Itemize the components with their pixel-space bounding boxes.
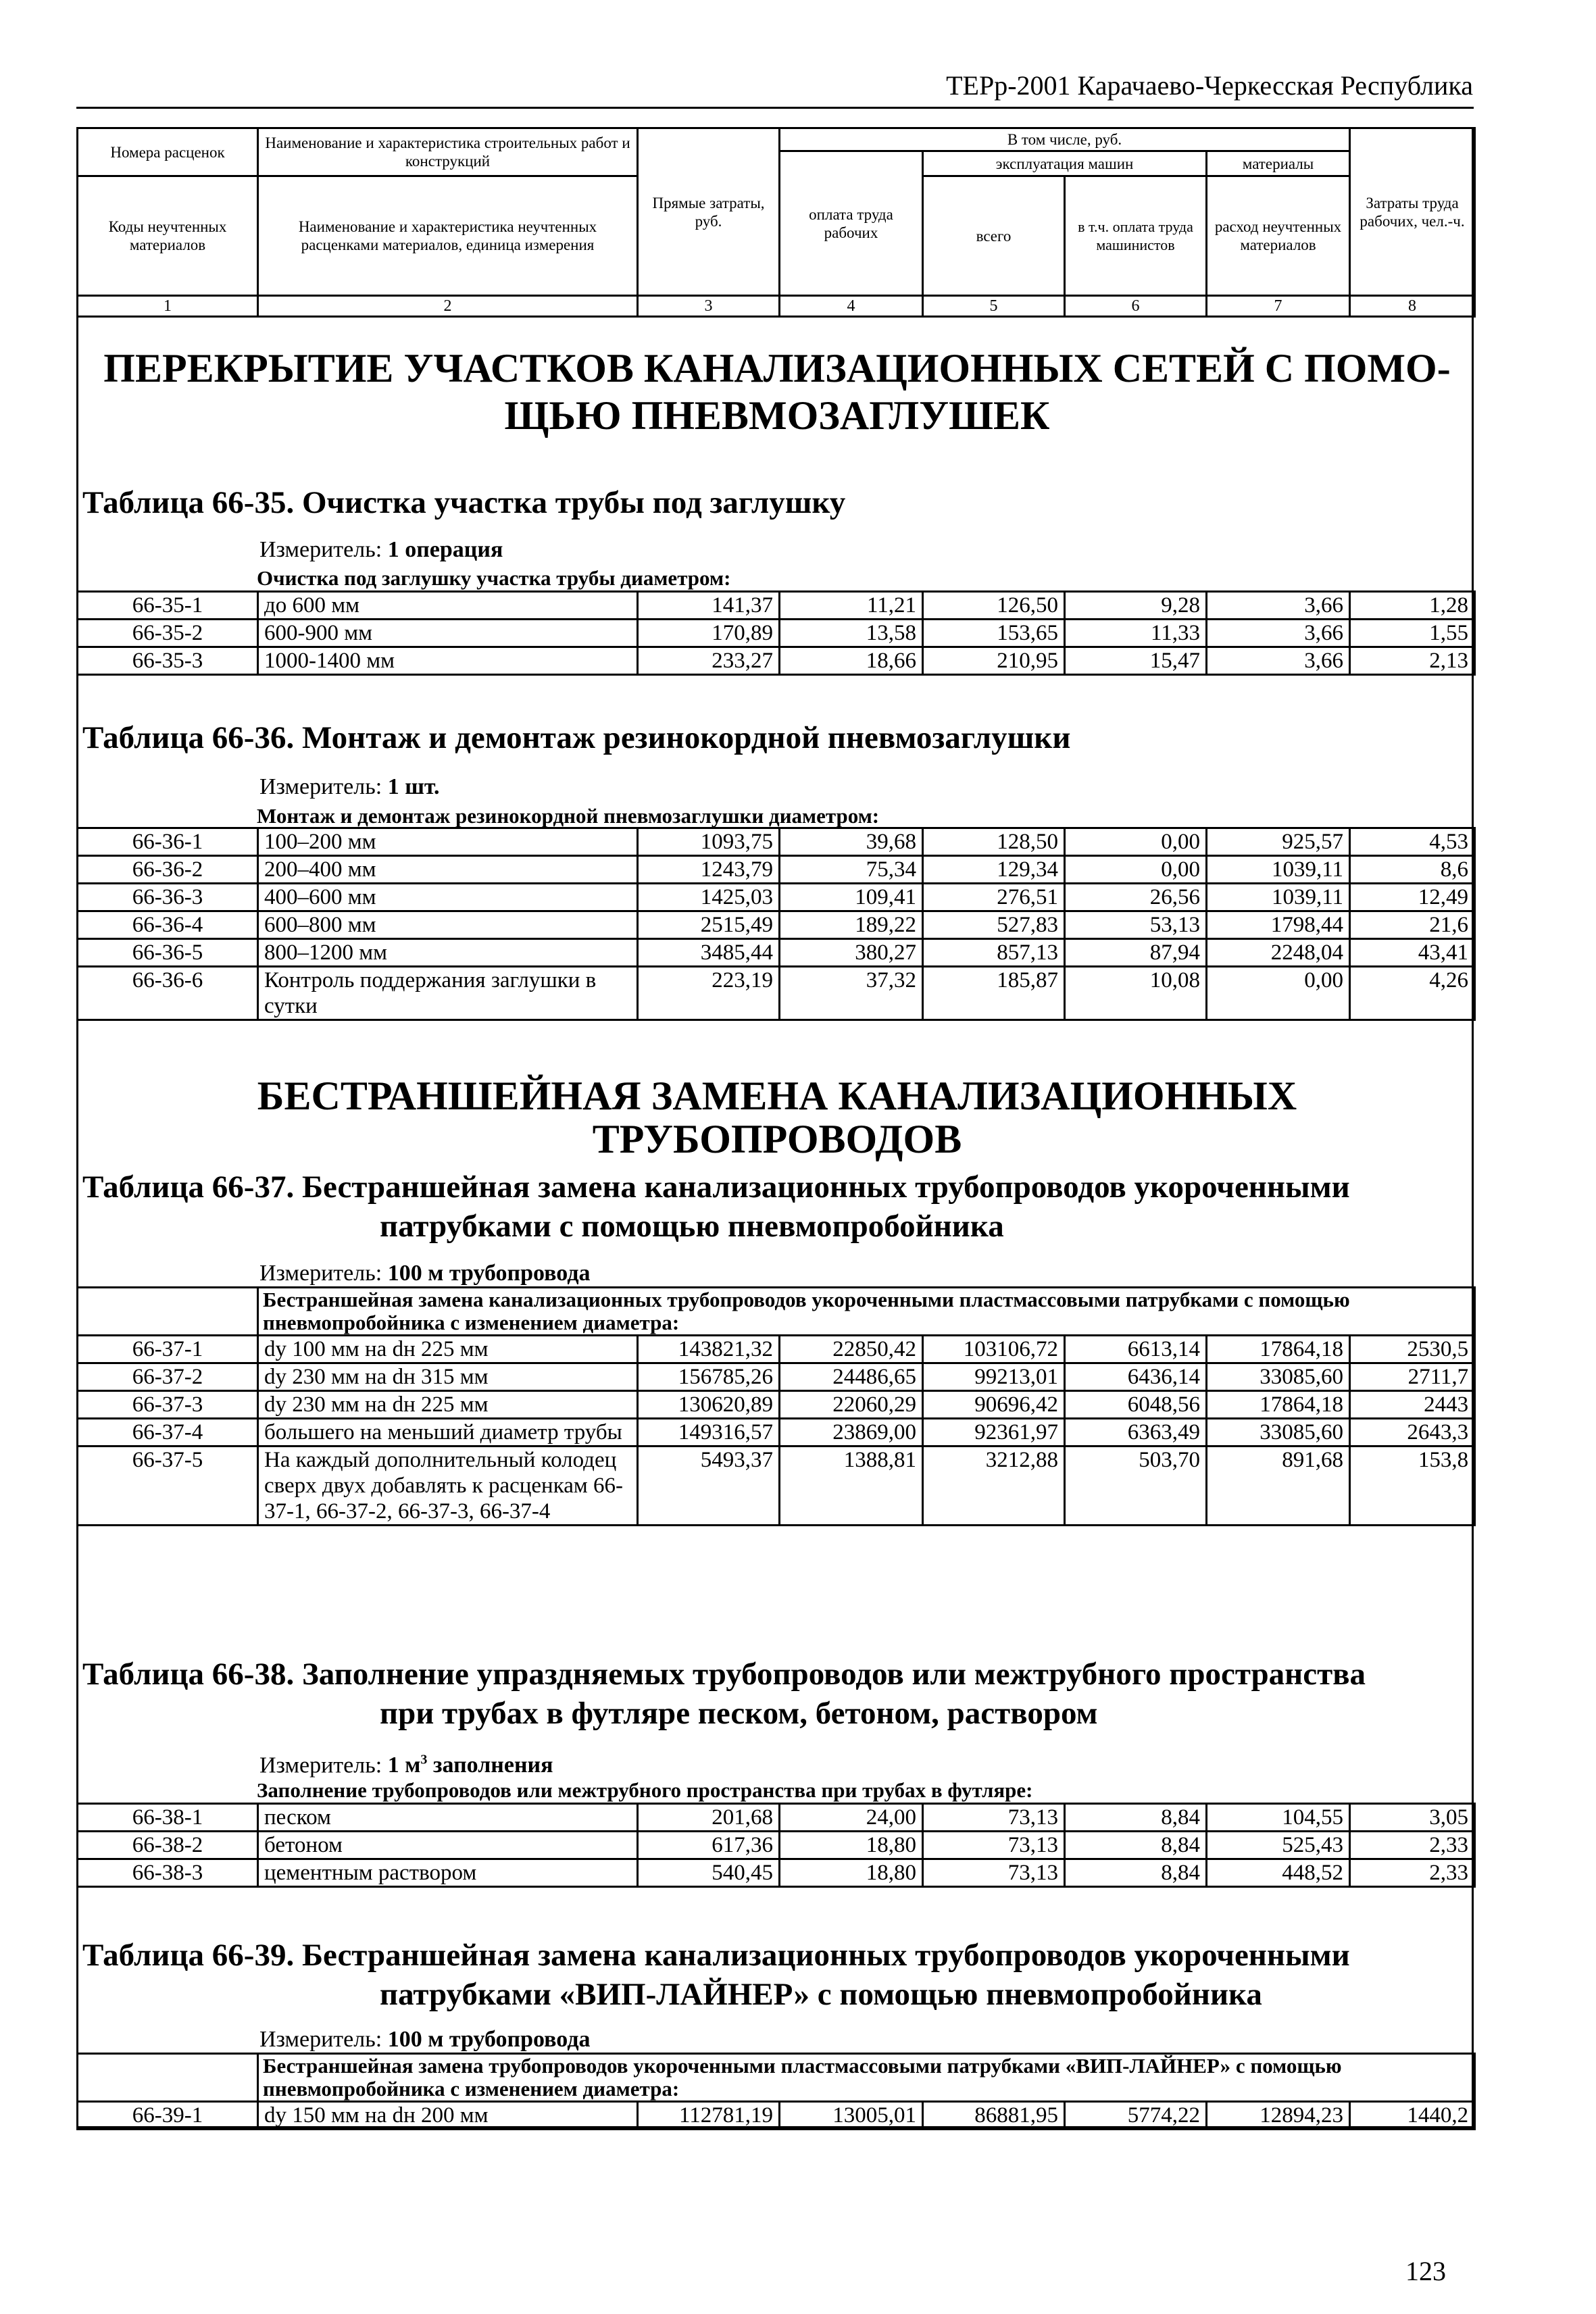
cost-value: 170,89 [638,620,780,647]
rate-code: 66-37-3 [78,1391,258,1419]
rate-code: 66-37-1 [78,1336,258,1363]
work-description: 800–1200 мм [258,939,638,967]
cost-value: 0,00 [1065,856,1207,884]
cost-value: 24486,65 [780,1363,923,1391]
rate-code: 66-38-3 [78,1859,258,1887]
header-col4: оплата труда рабочих [780,151,923,296]
cost-value: 22850,42 [780,1336,923,1363]
header-col6: в т.ч. оплата труда машинистов [1065,176,1207,296]
cost-value: 37,32 [780,967,923,1020]
cost-value: 6613,14 [1065,1336,1207,1363]
table-row [78,1832,1475,1859]
header-num: 3 [638,296,780,317]
cost-value: 103106,72 [923,1336,1065,1363]
table-row [78,1419,1475,1447]
cost-value: 17864,18 [1207,1391,1350,1419]
table-row [78,620,1475,647]
cost-value: 87,94 [1065,939,1207,967]
cost-value: 0,00 [1065,828,1207,856]
header-exploit: эксплуатация машин [923,151,1207,176]
subheader-spacer [78,2054,258,2102]
table-66-35 [76,590,1476,676]
work-description: большего на меньший диаметр трубы [258,1419,638,1447]
cost-value: 73,13 [923,1832,1065,1859]
cost-value: 503,70 [1065,1447,1207,1526]
work-description: 600–800 мм [258,911,638,939]
work-description: dу 100 мм на dн 225 мм [258,1336,638,1363]
cost-value: 233,27 [638,647,780,675]
column-header-table [76,127,1476,318]
rate-code: 66-37-2 [78,1363,258,1391]
table-row [78,1859,1475,1887]
table-66-35-subheader: Очистка под заглушку участка трубы диаметром: [257,566,731,590]
cost-value: 75,34 [780,856,923,884]
cost-value: 891,68 [1207,1447,1350,1526]
cost-value: 1425,03 [638,884,780,911]
table-subheader: Бестраншейная замена трубопроводов укороченными пластмассовыми патрубками «ВИП-ЛАЙНЕР» с помощью пневмопробойника с изменением диаметра: [258,2054,1475,2102]
cost-value: 153,65 [923,620,1065,647]
table-66-37 [76,1286,1476,1526]
rate-code: 66-36-6 [78,967,258,1020]
cost-value: 617,36 [638,1832,780,1859]
cost-value: 525,43 [1207,1832,1350,1859]
cost-value: 2515,49 [638,911,780,939]
cost-value: 11,33 [1065,620,1207,647]
header-num: 7 [1207,296,1350,317]
cost-value: 380,27 [780,939,923,967]
cost-value: 1,28 [1350,592,1475,620]
work-description: песком [258,1804,638,1832]
work-description: до 600 мм [258,592,638,620]
cost-value: 92361,97 [923,1419,1065,1447]
table-subheader: Бестраншейная замена канализационных трубопроводов укороченными пластмассовыми патрубками с помощью пневмопробойника с изменением диаметра: [258,1288,1475,1336]
cost-value: 18,66 [780,647,923,675]
cost-value: 26,56 [1065,884,1207,911]
table-row [78,1447,1475,1526]
cost-value: 129,34 [923,856,1065,884]
header-col2-top: Наименование и характеристика строительных работ и конструкций [258,128,638,176]
table-66-38-subheader: Заполнение трубопроводов или межтрубного пространства при трубах в футляре: [257,1778,1033,1802]
cost-value: 109,41 [780,884,923,911]
cost-value: 1039,11 [1207,856,1350,884]
header-col5: всего [923,176,1065,296]
cost-value: 10,08 [1065,967,1207,1020]
cost-value: 143821,32 [638,1336,780,1363]
cost-value: 9,28 [1065,592,1207,620]
header-num: 1 [78,296,258,317]
work-description: 100–200 мм [258,828,638,856]
cost-value: 53,13 [1065,911,1207,939]
cost-value: 43,41 [1350,939,1475,967]
cost-value: 90696,42 [923,1391,1065,1419]
table-row [78,939,1475,967]
header-num: 6 [1065,296,1207,317]
cost-value: 189,22 [780,911,923,939]
cost-value: 1388,81 [780,1447,923,1526]
cost-value: 1798,44 [1207,911,1350,939]
cost-value: 201,68 [638,1804,780,1832]
cost-value: 925,57 [1207,828,1350,856]
cost-value: 2,33 [1350,1859,1475,1887]
cost-value: 2248,04 [1207,939,1350,967]
table-66-38-measure: Измеритель: 1 $м^3$ заполнения [259,1753,553,1778]
cost-value: 126,50 [923,592,1065,620]
rate-code: 66-38-2 [78,1832,258,1859]
cost-value: 2643,3 [1350,1419,1475,1447]
work-description: На каждый дополнительный колодец сверх двух добавлять к расценкам 66-37-1, 66-37-2, 66-37-3, 66-37-4 [258,1447,638,1526]
table-66-36 [76,827,1476,1021]
cost-value: 130620,89 [638,1391,780,1419]
work-description: 1000-1400 мм [258,647,638,675]
work-description: dу 150 мм на dн 200 мм [258,2102,638,2130]
work-description: цементным раствором [258,1859,638,1887]
cost-value: 12,49 [1350,884,1475,911]
cost-value: 0,00 [1207,967,1350,1020]
rate-code: 66-36-4 [78,911,258,939]
header-col8: Затраты труда рабочих, чел.-ч. [1350,128,1475,296]
rate-code: 66-36-2 [78,856,258,884]
header-materials: материалы [1207,151,1350,176]
cost-value: 4,26 [1350,967,1475,1020]
table-66-35-measure: Измеритель: 1 операция [259,537,503,562]
work-description: 600-900 мм [258,620,638,647]
table-row [78,828,1475,856]
cost-value: 1440,2 [1350,2102,1475,2130]
cost-value: 223,19 [638,967,780,1020]
table-66-37-measure: Измеритель: 100 м трубопровода [259,1261,591,1286]
cost-value: 12894,23 [1207,2102,1350,2130]
cost-value: 2443 [1350,1391,1475,1419]
cost-value: 18,80 [780,1859,923,1887]
rate-code: 66-35-3 [78,647,258,675]
cost-value: 17864,18 [1207,1336,1350,1363]
cost-value: 8,6 [1350,856,1475,884]
header-col1-bottom: Коды неучтенных материалов [78,176,258,296]
table-66-39-measure: Измеритель: 100 м трубопровода [259,2027,591,2052]
table-66-35-title: Таблица 66-35. Очистка участка трубы под заглушку [82,485,846,520]
rate-code: 66-35-2 [78,620,258,647]
cost-value: 23869,00 [780,1419,923,1447]
cost-value: 1243,79 [638,856,780,884]
table-66-39-title: Таблица 66-39. Бестраншейная замена канализационных трубопроводов укороченными патрубками «ВИП-ЛАЙНЕР» с помощью пневмопробойника [82,1938,1350,2012]
header-col2-bottom: Наименование и характеристика неучтенных расценками материалов, единица измерения [258,176,638,296]
cost-value: 276,51 [923,884,1065,911]
cost-value: 6048,56 [1065,1391,1207,1419]
cost-value: 128,50 [923,828,1065,856]
cost-value: 2,13 [1350,647,1475,675]
cost-value: 86881,95 [923,2102,1065,2130]
work-description: 200–400 мм [258,856,638,884]
cost-value: 153,8 [1350,1447,1475,1526]
header-num: 4 [780,296,923,317]
cost-value: 21,6 [1350,911,1475,939]
table-66-36-subheader: Монтаж и демонтаж резинокордной пневмозаглушки диаметром: [257,804,880,828]
work-description: Контроль поддержания заглушки в сутки [258,967,638,1020]
cost-value: 185,87 [923,967,1065,1020]
cost-value: 1,55 [1350,620,1475,647]
cost-value: 39,68 [780,828,923,856]
cost-value: 1093,75 [638,828,780,856]
cost-value: 527,83 [923,911,1065,939]
table-66-38 [76,1803,1476,1888]
cost-value: 99213,01 [923,1363,1065,1391]
cost-value: 3,66 [1207,592,1350,620]
cost-value: 3212,88 [923,1447,1065,1526]
cost-value: 24,00 [780,1804,923,1832]
cost-value: 18,80 [780,1832,923,1859]
table-subheader-row [78,1288,1475,1336]
cost-value: 141,37 [638,592,780,620]
cost-value: 3,66 [1207,647,1350,675]
rate-code: 66-39-1 [78,2102,258,2130]
cost-value: 6363,49 [1065,1419,1207,1447]
header-col1-top: Номера расценок [78,128,258,176]
cost-value: 6436,14 [1065,1363,1207,1391]
work-description: 400–600 мм [258,884,638,911]
work-description: dу 230 мм на dн 225 мм [258,1391,638,1419]
rate-code: 66-37-4 [78,1419,258,1447]
header-col3: Прямые затраты, руб. [638,128,780,296]
running-header: ТЕРр-2001 Карачаево-Черкесская Республика [946,70,1473,101]
cost-value: 33085,60 [1207,1419,1350,1447]
cost-value: 3,05 [1350,1804,1475,1832]
table-row [78,856,1475,884]
cost-value: 2,33 [1350,1832,1475,1859]
work-description: dу 230 мм на dн 315 мм [258,1363,638,1391]
cost-value: 8,84 [1065,1804,1207,1832]
cost-value: 73,13 [923,1859,1065,1887]
cost-value: 156785,26 [638,1363,780,1391]
cost-value: 3485,44 [638,939,780,967]
table-row [78,1804,1475,1832]
cost-value: 4,53 [1350,828,1475,856]
header-num: 2 [258,296,638,317]
cost-value: 8,84 [1065,1832,1207,1859]
cost-value: 15,47 [1065,647,1207,675]
table-66-38-title: Таблица 66-38. Заполнение упраздняемых трубопроводов или межтрубного пространства при трубах в футляре песком, бетоном, раствором [82,1657,1366,1731]
cost-value: 13,58 [780,620,923,647]
cost-value: 149316,57 [638,1419,780,1447]
table-row [78,1363,1475,1391]
cost-value: 73,13 [923,1804,1065,1832]
header-col7: расход неучтенных материалов [1207,176,1350,296]
table-row [78,1336,1475,1363]
rate-code: 66-37-5 [78,1447,258,1526]
cost-value: 540,45 [638,1859,780,1887]
header-num: 5 [923,296,1065,317]
cost-value: 5493,37 [638,1447,780,1526]
cost-value: 22060,29 [780,1391,923,1419]
table-row [78,884,1475,911]
rate-code: 66-38-1 [78,1804,258,1832]
rate-code: 66-35-1 [78,592,258,620]
table-row [78,2102,1475,2130]
section-title-1: ПЕРЕКРЫТИЕ УЧАСТКОВ КАНАЛИЗАЦИОННЫХ СЕТЕЙ С ПОМО-ЩЬЮ ПНЕВМОЗАГЛУШЕК [103,346,1451,438]
page-number: 123 [1405,2256,1446,2286]
cost-value: 11,21 [780,592,923,620]
rate-code: 66-36-3 [78,884,258,911]
table-row [78,967,1475,1020]
table-66-36-title: Таблица 66-36. Монтаж и демонтаж резинокордной пневмозаглушки [82,720,1071,755]
cost-value: 3,66 [1207,620,1350,647]
table-66-37-title: Таблица 66-37. Бестраншейная замена канализационных трубопроводов укороченными патрубками с помощью пневмопробойника [82,1169,1350,1244]
cost-value: 5774,22 [1065,2102,1207,2130]
cost-value: 33085,60 [1207,1363,1350,1391]
table-row [78,647,1475,675]
cost-value: 210,95 [923,647,1065,675]
cost-value: 13005,01 [780,2102,923,2130]
subheader-spacer [78,1288,258,1336]
cost-value: 857,13 [923,939,1065,967]
header-num: 8 [1350,296,1475,317]
work-description: бетоном [258,1832,638,1859]
cost-value: 1039,11 [1207,884,1350,911]
cost-value: 448,52 [1207,1859,1350,1887]
table-66-36-measure: Измеритель: 1 шт. [259,774,440,799]
cost-value: 112781,19 [638,2102,780,2130]
cost-value: 2711,7 [1350,1363,1475,1391]
table-66-39 [76,2053,1476,2130]
table-subheader-row [78,2054,1475,2102]
table-row [78,592,1475,620]
cost-value: 104,55 [1207,1804,1350,1832]
table-row [78,911,1475,939]
rate-code: 66-36-5 [78,939,258,967]
header-group: В том числе, руб. [780,128,1350,151]
header-rule [76,107,1474,109]
section-title-2: БЕСТРАНШЕЙНАЯ ЗАМЕНА КАНАЛИЗАЦИОННЫХ ТРУБОПРОВОДОВ [257,1074,1297,1161]
cost-value: 8,84 [1065,1859,1207,1887]
cost-value: 2530,5 [1350,1336,1475,1363]
rate-code: 66-36-1 [78,828,258,856]
table-row [78,1391,1475,1419]
